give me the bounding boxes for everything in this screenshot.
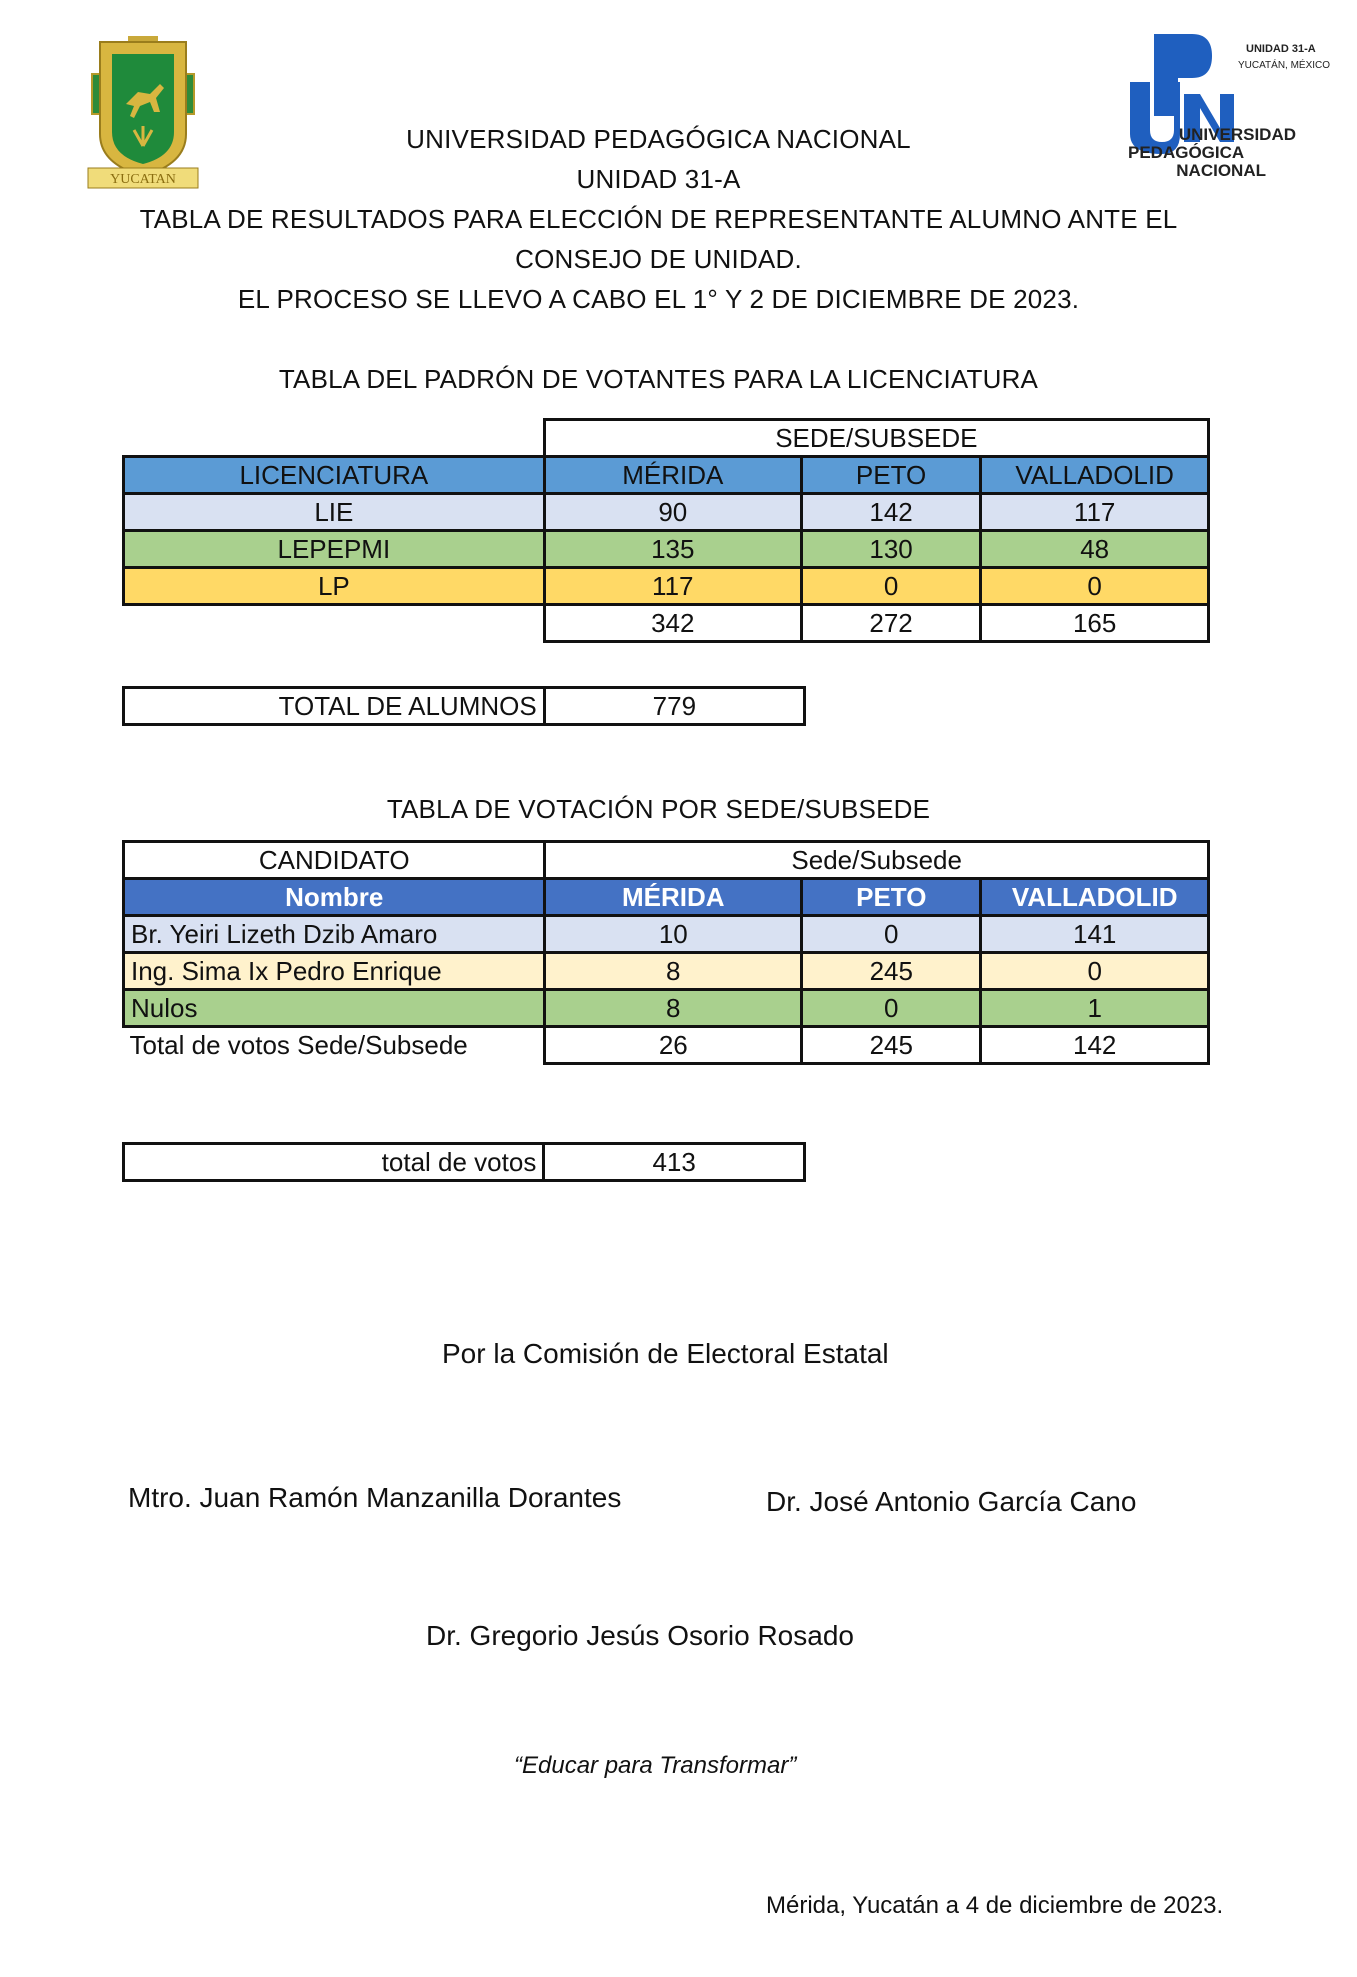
padron-cell: 117 [981,494,1209,531]
padron-col-valladolid: VALLADOLID [981,457,1209,494]
motto: “Educar para Transformar” [514,1752,797,1779]
table-row [124,990,1209,1027]
upn-name-line1: UNIVERSIDAD [1178,125,1296,144]
votacion-cell: 141 [981,916,1209,953]
signer-osorio: Dr. Gregorio Jesús Osorio Rosado [426,1620,854,1651]
padron-cell: 135 [544,531,801,568]
upn-unit-text: UNIDAD 31-A [1246,43,1316,55]
votacion-col-valladolid: VALLADOLID [981,879,1209,916]
padron-total-cell: 342 [544,605,801,642]
total-votos-box [122,1142,806,1182]
votacion-table [122,840,1210,1065]
header-university: UNIVERSIDAD PEDAGÓGICA NACIONAL [406,124,911,154]
votacion-group-header: Sede/Subsede [545,842,1209,879]
padron-col-peto: PETO [801,457,980,494]
votacion-cell: 245 [802,953,981,990]
upn-name-line3: NACIONAL [1176,161,1266,180]
total-votos-value: 413 [544,1144,805,1181]
votacion-cell: 8 [545,990,802,1027]
votacion-table-title: TABLA DE VOTACIÓN POR SEDE/SUBSEDE [386,794,931,824]
padron-cell: 90 [544,494,801,531]
padron-totals-empty [124,605,545,642]
votacion-totals-label: Total de votos Sede/Subsede [129,1030,468,1061]
padron-table-title: TABLA DEL PADRÓN DE VOTANTES PARA LA LICENCIATURA [278,364,1039,394]
header-process-date: EL PROCESO SE LLEVO A CABO EL 1° Y 2 DE DICIEMBRE DE 2023. [237,284,1080,314]
padron-totals-row [124,605,1209,642]
padron-table [122,418,1210,643]
padron-row-name: LIE [124,494,545,531]
yucatan-logo-label: YUCATAN [110,172,176,187]
votacion-header-row [124,879,1209,916]
votacion-cell: 8 [545,953,802,990]
padron-row-name: LP [124,568,545,605]
votacion-cell: 0 [802,916,981,953]
votacion-col-merida: MÉRIDA [545,879,802,916]
votacion-candidate-name: Nulos [124,990,545,1027]
table-row [124,531,1209,568]
padron-empty-corner [124,420,545,457]
table-row [124,494,1209,531]
header-title-cont: CONSEJO DE UNIDAD. [515,244,802,274]
signer-garcia: Dr. José Antonio García Cano [766,1486,1137,1517]
table-row [124,953,1209,990]
total-alumnos-value: 779 [544,688,804,725]
header-title: TABLA DE RESULTADOS PARA ELECCIÓN DE REPRESENTANTE ALUMNO ANTE EL [139,204,1178,234]
padron-col-merida: MÉRIDA [544,457,801,494]
padron-total-cell: 272 [801,605,980,642]
place-date: Mérida, Yucatán a 4 de diciembre de 2023. [766,1892,1224,1919]
upn-place-text: YUCATÁN, MÉXICO [1238,60,1331,71]
votacion-cell: 10 [545,916,802,953]
total-alumnos-box [122,686,806,726]
votacion-candidato-label: CANDIDATO [124,842,545,879]
upn-logo [1128,30,1331,185]
votacion-col-peto: PETO [802,879,981,916]
upn-name-line2: PEDAGÓGICA [1128,143,1245,162]
votacion-total-cell: 245 [802,1027,981,1064]
padron-cell: 142 [801,494,980,531]
padron-cell: 130 [801,531,980,568]
votacion-col-nombre: Nombre [124,879,545,916]
votacion-total-cell: 142 [981,1027,1209,1064]
padron-cell: 0 [981,568,1209,605]
padron-cell: 0 [801,568,980,605]
votacion-candidate-name: Br. Yeiri Lizeth Dzib Amaro [124,916,545,953]
votacion-total-cell: 26 [545,1027,802,1064]
total-votos-label: total de votos [124,1144,544,1181]
padron-header-row [124,457,1209,494]
table-row [124,916,1209,953]
padron-cell: 48 [981,531,1209,568]
padron-col-licenciatura: LICENCIATURA [124,457,545,494]
votacion-cell: 0 [802,990,981,1027]
padron-row-name: LEPEPMI [124,531,545,568]
padron-cell: 117 [544,568,801,605]
votacion-candidate-name: Ing. Sima Ix Pedro Enrique [124,953,545,990]
votacion-cell: 1 [981,990,1209,1027]
header-unit: UNIDAD 31-A [576,164,741,194]
votacion-cell: 0 [981,953,1209,990]
commission-heading: Por la Comisión de Electoral Estatal [442,1338,889,1369]
signer-manzanilla: Mtro. Juan Ramón Manzanilla Dorantes [128,1482,622,1513]
votacion-totals-row [124,1027,1209,1064]
total-alumnos-label: TOTAL DE ALUMNOS [124,688,545,725]
padron-total-cell: 165 [981,605,1209,642]
padron-group-header: SEDE/SUBSEDE [544,420,1208,457]
table-row [124,568,1209,605]
